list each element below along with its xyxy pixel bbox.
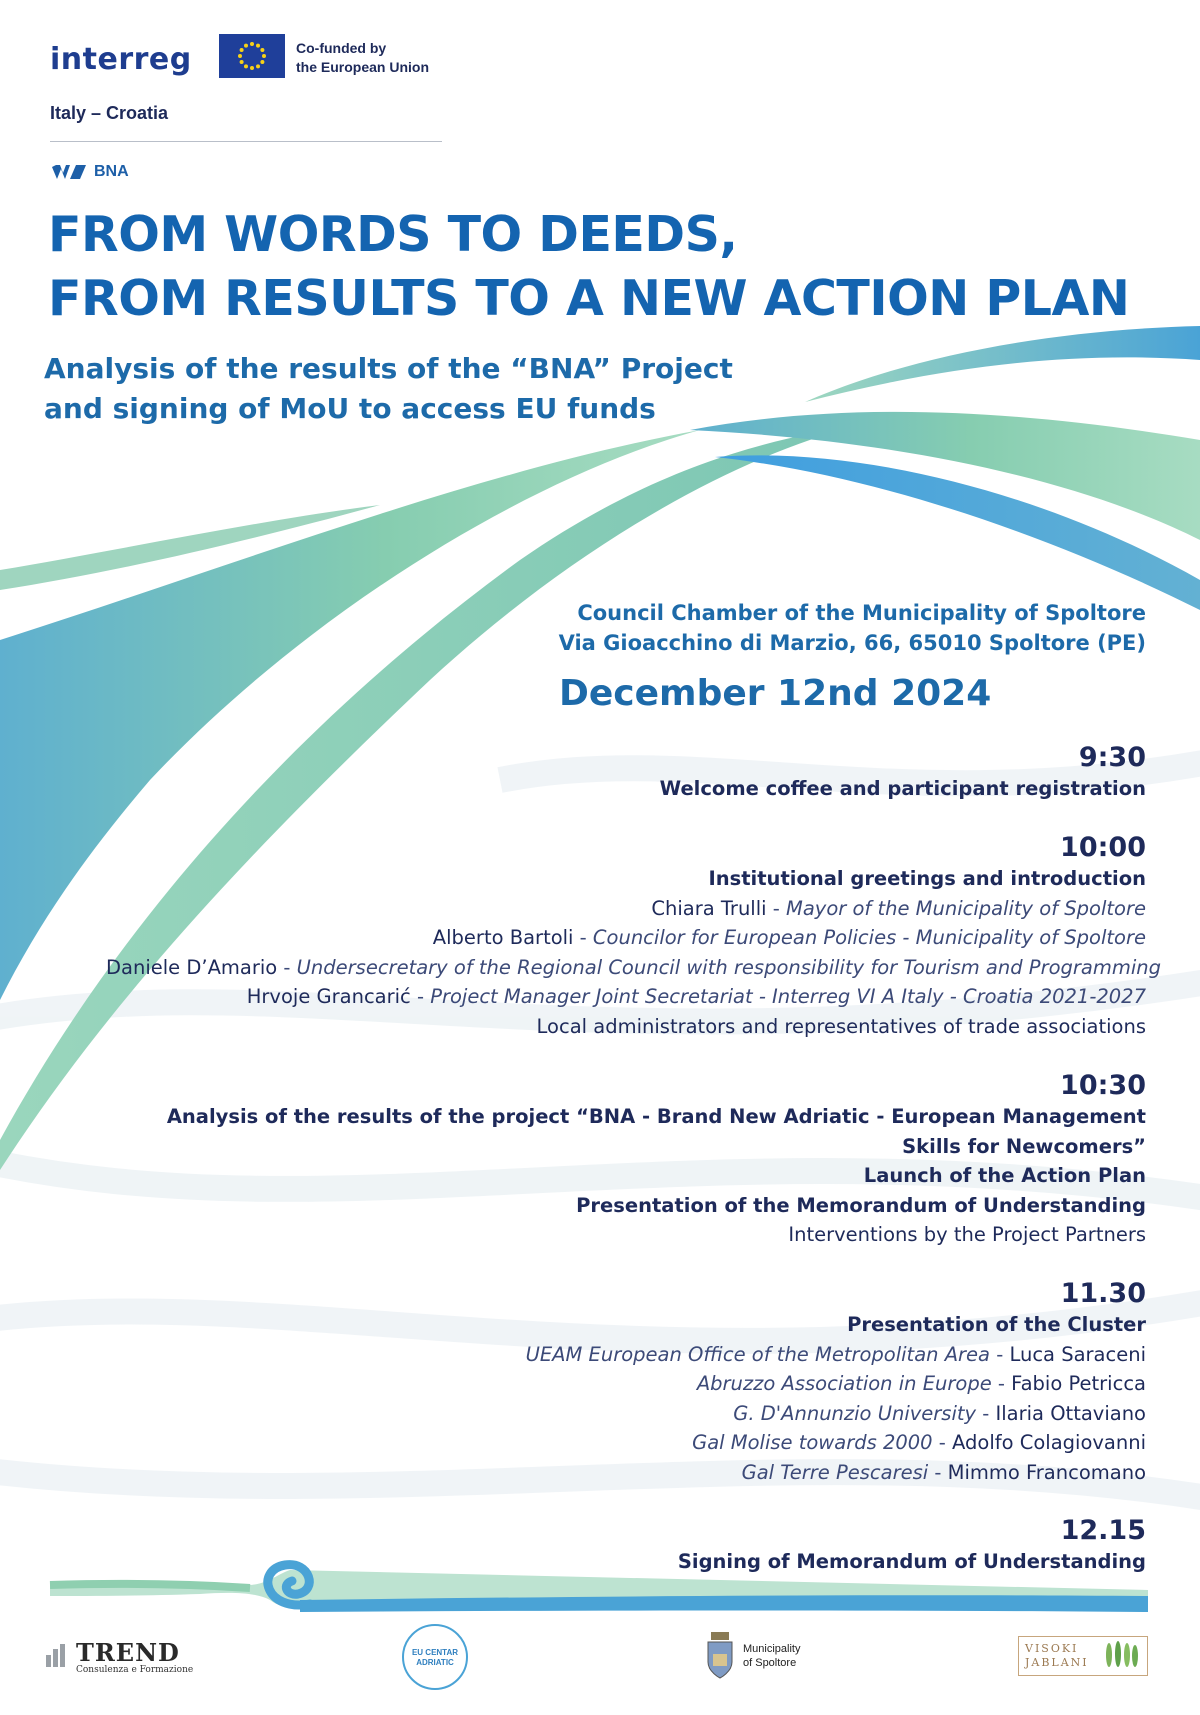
session-time: 10:30 [1060,1070,1146,1101]
session-note: Interventions by the Project Partners [788,1223,1146,1246]
interreg-logo: interreg [50,42,192,77]
event-title [48,203,1168,331]
session-title: Signing of Memorandum of Understanding [677,1550,1146,1573]
agenda-session-1 [106,742,1146,804]
member-org: UEAM European Office of the Metropolitan Area [525,1342,991,1366]
cofunded-line-2: the European Union [296,59,429,75]
poplar-trees-icon [1101,1641,1141,1671]
session-title: Welcome coffee and participant registration [659,777,1146,800]
cluster-member: G. D'Annunzio University - Ilaria Ottaviano [733,1401,1146,1425]
cluster-member: Gal Terre Pescaresi - Mimmo Francomano [741,1460,1146,1484]
venue-line-2: Via Gioacchino di Marzio, 66, 65010 Spoltore (PE) [558,631,1146,655]
speaker-row: Hrvoje Grancarić - Project Manager Joint Secretariat - Interreg VI A Italy - Croatia 2021-2027 [246,985,1146,1008]
session-note: Local administrators and representatives of trade associations [536,1014,1146,1038]
session-title-line-2: Skills for Newcomers” [902,1134,1146,1158]
session-title-line-1: Analysis of the results of the project “BNA - Brand New Adriatic - European Management [166,1105,1146,1128]
trend-logo [46,1638,193,1675]
eu-centar-line-2: ADRIATIC [416,1658,454,1667]
member-person: Luca Saraceni [1009,1342,1146,1366]
visoki-line-1: VISOKI [1025,1642,1079,1655]
session-line-3: Launch of the Action Plan [863,1164,1146,1187]
subtitle-line-1: Analysis of the results of the “BNA” Project [44,352,733,385]
speaker-role: Undersecretary of the Regional Council with responsibility for Tourism and Programming [296,955,1162,979]
speaker-name: Chiara Trulli [651,896,767,920]
session-time: 12.15 [1060,1515,1146,1546]
municipality-spoltore-logo [705,1632,800,1680]
session-title: Presentation of the Cluster [847,1313,1146,1336]
speaker-row: Chiara Trulli - Mayor of the Municipality of Spoltore [651,896,1146,920]
speaker-name: Alberto Bartoli [432,926,574,949]
venue-line-1: Council Chamber of the Municipality of Spoltore [577,601,1146,625]
member-person: Adolfo Colagiovanni [952,1431,1146,1454]
cluster-member: Gal Molise towards 2000 - Adolfo Colagiovanni [692,1431,1146,1454]
speaker-row: Alberto Bartoli - Councilor for European Policies - Municipality of Spoltore [432,926,1146,949]
session-time: 10:00 [1060,832,1146,863]
cluster-member: Abruzzo Association in Europe - Fabio Petricca [696,1372,1146,1395]
cluster-member: UEAM European Office of the Metropolitan Area - Luca Saraceni [525,1342,1146,1366]
venue [559,598,1146,658]
session-time: 11.30 [1060,1278,1146,1309]
member-person: Ilaria Ottaviano [995,1401,1146,1425]
cofunded-line-1: Co-funded by [296,40,387,56]
member-org: G. D'Annunzio University [733,1401,977,1425]
agenda-session-4 [106,1278,1146,1487]
municipality-line-1: Municipality [743,1643,801,1655]
member-person: Mimmo Francomano [947,1460,1146,1484]
event-date: December 12nd 2024 [559,673,992,714]
session-line-4: Presentation of the Memorandum of Understanding [576,1193,1146,1217]
bna-logo-text: BNA [94,163,129,180]
trend-name: TREND [76,1638,180,1667]
coat-of-arms-icon [705,1632,735,1680]
speaker-name: Daniele D’Amario [106,955,278,979]
subtitle-line-2: and signing of MoU to access EU funds [44,392,656,425]
bna-logo [52,163,129,181]
session-title: Institutional greetings and introduction [708,867,1146,890]
program-name: Italy – Croatia [50,103,169,123]
session-time: 9:30 [1078,742,1146,773]
speaker-role: Project Manager Joint Secretariat - Interreg VI A Italy - Croatia 2021-2027 [430,985,1146,1008]
eu-centar-adriatic-logo [402,1624,468,1690]
speaker-row: Daniele D’Amario - Undersecretary of the Regional Council with responsibility for Tourism and Programming [106,955,1162,979]
cofunded-label [296,39,429,77]
eu-centar-line-1: EU CENTAR [411,1648,459,1657]
event-subtitle [44,349,804,429]
member-org: Abruzzo Association in Europe [696,1372,992,1395]
member-org: Gal Terre Pescaresi [741,1460,929,1484]
header-divider [50,141,442,142]
title-line-2: FROM RESULTS TO A NEW ACTION PLAN [48,270,1130,327]
agenda-session-5 [106,1515,1146,1577]
speaker-role: Mayor of the Municipality of Spoltore [786,896,1146,920]
bna-wave-icon [52,163,86,181]
visoki-jablani-logo [1018,1636,1148,1676]
member-person: Fabio Petricca [1011,1372,1146,1395]
member-org: Gal Molise towards 2000 [692,1431,933,1454]
agenda-session-2 [106,832,1162,1041]
trend-tagline: Consulenza e Formazione [76,1665,194,1675]
eu-flag-icon [219,34,285,78]
speaker-name: Hrvoje Grancarić [246,985,411,1008]
agenda-session-3 [106,1070,1146,1250]
trend-bars-icon [46,1641,72,1667]
title-line-1: FROM WORDS TO DEEDS, [48,206,738,263]
speaker-role: Councilor for European Policies - Municipality of Spoltore [592,926,1146,949]
municipality-line-2: of Spoltore [743,1657,797,1669]
visoki-line-2: JABLANI [1025,1656,1089,1669]
